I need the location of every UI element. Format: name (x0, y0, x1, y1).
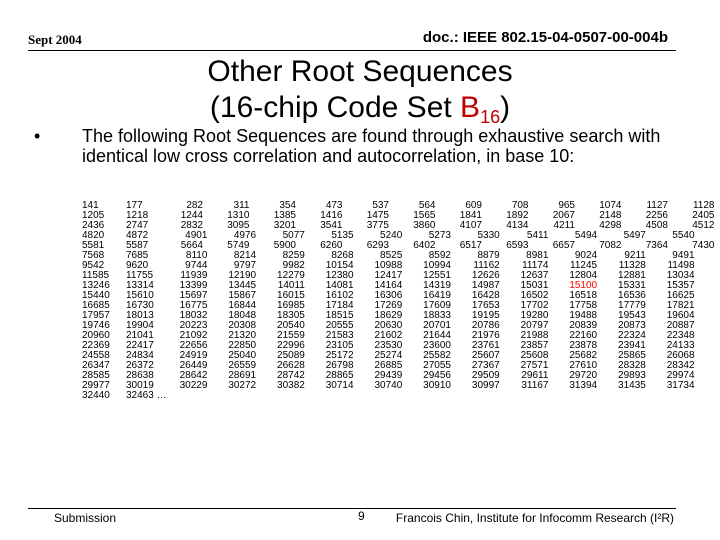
sequence-value: 1475 (366, 210, 389, 221)
sequence-value: 18048 (228, 310, 257, 321)
sequence-value: 23530 (374, 340, 403, 351)
sequence-value: 10988 (374, 260, 403, 271)
sequence-value: 24834 (126, 350, 154, 361)
sequence-value: 21602 (374, 330, 403, 341)
sequence-value: 16102 (325, 290, 354, 301)
sequence-value: 8214 (233, 250, 257, 261)
sequence-value: 609 (465, 200, 482, 211)
sequence-value: 28328 (618, 360, 646, 371)
sequence-value: 1127 (646, 200, 668, 211)
sequence-value: 22996 (277, 340, 305, 351)
sequence-value: 5581 (82, 240, 105, 251)
sequence-value: 1128 (692, 200, 715, 211)
sequence-value: 13399 (179, 280, 208, 291)
sequence-value: 7568 (82, 250, 105, 261)
sequence-value: 30714 (325, 380, 354, 391)
sequence-value: 354 (279, 200, 296, 211)
sequence-value: 2747 (126, 220, 149, 231)
sequence-value: 15697 (179, 290, 208, 301)
sequence-value: 25089 (277, 350, 305, 361)
sequence-value: 18629 (374, 310, 403, 321)
sequence-value: 8879 (477, 250, 500, 261)
sequence-value: 22324 (618, 330, 646, 341)
sequence-value: 15867 (228, 290, 257, 301)
sequence-value: 3860 (413, 220, 436, 231)
sequence-value: 6260 (320, 240, 343, 251)
sequence-value: 31394 (569, 380, 598, 391)
sequence-value: 7685 (126, 250, 149, 261)
sequence-value: 22369 (82, 340, 110, 351)
sequence-value: 7082 (599, 240, 622, 251)
sequence-value: 27055 (423, 360, 451, 371)
sequence-value: 26628 (277, 360, 305, 371)
sequence-value: 17184 (325, 300, 354, 311)
sequence-value: 20630 (374, 320, 403, 331)
sequence-value: 28642 (179, 370, 208, 381)
sequence-value: 282 (186, 200, 203, 211)
sequence-value: 17702 (520, 300, 549, 311)
sequence-value: 26372 (126, 360, 154, 371)
sequence-value: 5664 (180, 240, 203, 251)
sequence-value: 21988 (520, 330, 549, 341)
sequence-value: 11174 (522, 260, 549, 271)
table-row (80, 391, 690, 401)
sequence-value: 1841 (459, 210, 482, 221)
sequence-value: 10154 (325, 260, 354, 271)
sequence-value: 17758 (569, 300, 598, 311)
sequence-value: 311 (233, 200, 250, 211)
sequence-value: 14319 (423, 280, 451, 291)
sequence-value: 12626 (471, 270, 500, 281)
sequence-value: 19195 (471, 310, 500, 321)
bullet-marker: • (34, 126, 41, 146)
sequence-value: 4512 (692, 220, 715, 231)
sequence-value: 16502 (520, 290, 549, 301)
sequence-value: 2832 (180, 220, 203, 231)
sequence-value: 20887 (666, 320, 695, 331)
sequence-value: 28865 (325, 370, 354, 381)
sequence-value: 16536 (618, 290, 646, 301)
sequence-value: 17269 (374, 300, 403, 311)
sequence-value: 31734 (666, 380, 695, 391)
sequence-value: 18833 (423, 310, 451, 321)
sequence-value: 29720 (569, 370, 598, 381)
sequence-value: 9211 (624, 250, 646, 261)
sequence-value: 6517 (459, 240, 482, 251)
title-prefix: (16-chip Code Set (209, 91, 461, 124)
sequence-value: 15331 (618, 280, 646, 291)
sequence-value: 22656 (179, 340, 208, 351)
sequence-value: 32463 … (126, 390, 167, 401)
table-row (80, 380, 695, 391)
sequence-value: 4820 (82, 230, 105, 241)
sequence-value: 14987 (471, 280, 500, 291)
sequence-value: 29977 (82, 380, 110, 391)
sequence-value: 26347 (82, 360, 110, 371)
title-code-set (460, 91, 501, 127)
sequence-value: 2405 (692, 210, 715, 221)
footer-author: Francois Chin, Institute for Infocomm Research (I²R) (395, 511, 674, 525)
sequence-value: 15357 (666, 280, 695, 291)
sequence-value: 6402 (413, 240, 436, 251)
sequence-value: 25040 (228, 350, 257, 361)
sequence-value: 4107 (459, 220, 482, 231)
sequence-value: 26449 (179, 360, 208, 371)
sequence-value: 19488 (569, 310, 598, 321)
sequence-value: 7430 (692, 240, 715, 251)
sequence-value: 28691 (228, 370, 257, 381)
sequence-value: 5900 (273, 240, 296, 251)
sequence-value: 1244 (180, 210, 203, 221)
sequence-value: 12190 (228, 270, 257, 281)
sequence-value: 30740 (374, 380, 403, 391)
sequence-value: 17653 (471, 300, 500, 311)
sequence-value: 28342 (666, 360, 695, 371)
sequence-value: 24133 (666, 340, 695, 351)
sequence-value: 19543 (618, 310, 646, 321)
sequence-value: 18013 (126, 310, 154, 321)
sequence-value: 22348 (666, 330, 695, 341)
sequence-value: 20701 (423, 320, 451, 331)
sequence-value: 30910 (423, 380, 451, 391)
sequence-value: 23941 (618, 340, 646, 351)
sequence-value: 5273 (428, 230, 451, 241)
sequence-value: 9620 (126, 260, 149, 271)
sequence-value: 4872 (126, 230, 149, 241)
title-code-set-letter: B (460, 91, 481, 124)
sequence-value: 19904 (126, 320, 154, 331)
sequence-value: 1892 (506, 210, 529, 221)
sequence-value: 31435 (618, 380, 646, 391)
sequence-value: 25274 (374, 350, 403, 361)
sequence-value: 11245 (570, 260, 598, 271)
slide-title (0, 54, 720, 135)
sequence-value: 12804 (569, 270, 598, 281)
sequence-value: 14011 (277, 280, 305, 291)
sequence-value: 9542 (82, 260, 105, 271)
sequence-value: 12417 (374, 270, 403, 281)
sequence-value: 29893 (618, 370, 646, 381)
sequence-value: 8592 (428, 250, 451, 261)
sequence-value: 20960 (82, 330, 110, 341)
sequence-value: 4298 (599, 220, 622, 231)
sequence-value: 5411 (526, 230, 549, 241)
sequence-value: 18032 (179, 310, 208, 321)
sequence-value: 19280 (520, 310, 549, 321)
sequence-value: 19746 (82, 320, 110, 331)
sequence-value: 14081 (325, 280, 354, 291)
sequence-value: 23600 (423, 340, 451, 351)
sequence-value: 20873 (618, 320, 646, 331)
sequence-value: 21092 (179, 330, 208, 341)
sequence-value: 29611 (521, 370, 549, 381)
sequence-value: 9982 (282, 260, 305, 271)
sequence-value: 25582 (423, 350, 451, 361)
sequence-value: 25608 (520, 350, 549, 361)
sequence-value: 28585 (82, 370, 110, 381)
sequence-value: 4976 (233, 230, 257, 241)
sequence-value: 5135 (331, 230, 354, 241)
sequence-value: 17779 (618, 300, 646, 311)
sequence-value: 16844 (228, 300, 257, 311)
sequence-value: 25607 (471, 350, 500, 361)
title-code-set-subscript: 16 (480, 107, 501, 127)
sequence-value: 1416 (320, 210, 343, 221)
sequence-value: 2148 (599, 210, 622, 221)
sequence-value: 25682 (569, 350, 598, 361)
sequence-value: 15610 (126, 290, 154, 301)
sequence-value: 16306 (374, 290, 403, 301)
bullet-text: The following Root Sequences are found through exhaustive search with identical low cross correlation and autocorrelation, in base 10: (82, 126, 661, 166)
sequence-value: 12637 (520, 270, 549, 281)
sequence-value: 21644 (423, 330, 451, 341)
sequence-value: 30229 (179, 380, 208, 391)
sequence-value: 30019 (126, 380, 154, 391)
sequence-value: 16985 (277, 300, 305, 311)
sequence-value: 4508 (645, 220, 668, 231)
sequence-value: 9491 (672, 250, 695, 261)
header-divider (28, 50, 676, 51)
sequence-value: 18305 (277, 310, 305, 321)
sequence-value: 23878 (569, 340, 598, 351)
footer-divider (28, 508, 676, 509)
sequence-value: 3541 (320, 220, 343, 231)
sequence-value: 26798 (325, 360, 354, 371)
sequence-value: 8268 (331, 250, 354, 261)
sequence-value: 30997 (471, 380, 500, 391)
sequence-value: 15031 (520, 280, 549, 291)
sequence-value: 13445 (228, 280, 257, 291)
sequence-value: 29509 (471, 370, 500, 381)
sequence-value: 13314 (126, 280, 154, 291)
sequence-value: 32440 (82, 390, 110, 401)
sequence-value: 2256 (645, 210, 668, 221)
sequence-value: 15100 (569, 280, 598, 291)
sequence-value: 1385 (273, 210, 296, 221)
sequence-value: 27571 (520, 360, 549, 371)
sequence-value: 20786 (471, 320, 500, 331)
sequence-value: 23105 (325, 340, 354, 351)
sequence-value: 21559 (277, 330, 305, 341)
sequence-value: 177 (126, 200, 143, 211)
sequence-value: 6293 (366, 240, 389, 251)
sequence-value: 13246 (82, 280, 110, 291)
sequence-value: 12279 (277, 270, 305, 281)
sequence-value: 7364 (645, 240, 668, 251)
sequence-value: 5540 (672, 230, 695, 241)
sequence-value: 27367 (471, 360, 500, 371)
sequence-value: 29974 (666, 370, 695, 381)
sequence-value: 5749 (227, 240, 250, 251)
sequence-value: 30272 (228, 380, 257, 391)
sequence-value: 25172 (325, 350, 354, 361)
header-date: Sept 2004 (28, 32, 82, 47)
sequence-value: 16419 (423, 290, 451, 301)
sequence-value: 20540 (277, 320, 305, 331)
sequence-value: 3201 (273, 220, 296, 231)
footer-page-number: 9 (358, 509, 365, 523)
title-line-1: Other Root Sequences (207, 55, 513, 88)
sequence-value: 30382 (277, 380, 305, 391)
bullet-paragraph (34, 126, 674, 166)
sequence-value: 20308 (228, 320, 257, 331)
sequence-value: 141 (82, 200, 99, 211)
sequence-value: 16518 (569, 290, 598, 301)
sequence-value: 9744 (185, 260, 208, 271)
sequence-value: 29456 (423, 370, 451, 381)
sequence-value: 8525 (380, 250, 403, 261)
sequence-value: 29439 (374, 370, 403, 381)
sequence-value: 23857 (520, 340, 549, 351)
footer-submission: Submission (54, 511, 117, 525)
sequence-value: 5240 (380, 230, 403, 241)
sequence-value: 26068 (666, 350, 695, 361)
sequence-value: 473 (325, 200, 343, 211)
sequence-value: 19604 (666, 310, 695, 321)
sequence-value: 1218 (126, 210, 149, 221)
root-sequence-table (80, 200, 715, 401)
sequence-value: 10994 (423, 260, 451, 271)
sequence-value: 20223 (179, 320, 208, 331)
sequence-value: 16428 (471, 290, 500, 301)
sequence-value: 22417 (126, 340, 154, 351)
sequence-value: 20555 (325, 320, 354, 331)
sequence-value: 11939 (180, 270, 208, 281)
sequence-value: 25865 (618, 350, 646, 361)
sequence-value: 4901 (185, 230, 208, 241)
sequence-value: 17957 (82, 310, 110, 321)
sequence-value: 11498 (667, 260, 695, 271)
sequence-value: 1074 (599, 200, 622, 211)
sequence-value: 537 (372, 200, 389, 211)
sequence-value: 16015 (277, 290, 305, 301)
sequence-value: 8259 (282, 250, 305, 261)
sequence-value: 12881 (618, 270, 646, 281)
sequence-value: 14164 (374, 280, 403, 291)
sequence-value: 2067 (552, 210, 575, 221)
sequence-value: 5587 (126, 240, 149, 251)
sequence-value: 11585 (82, 270, 110, 281)
sequence-value: 1565 (413, 210, 436, 221)
sequence-value: 13034 (666, 270, 695, 281)
sequence-value: 24919 (179, 350, 208, 361)
sequence-value: 20797 (520, 320, 549, 331)
sequence-value: 26559 (228, 360, 257, 371)
sequence-value: 8981 (526, 250, 549, 261)
sequence-value: 708 (511, 200, 529, 211)
sequence-value: 16775 (179, 300, 208, 311)
sequence-value: 16730 (126, 300, 154, 311)
sequence-value: 11328 (618, 260, 646, 271)
sequence-value: 12380 (325, 270, 354, 281)
sequence-value: 17609 (423, 300, 451, 311)
sequence-value: 965 (558, 200, 575, 211)
sequence-value: 18515 (325, 310, 354, 321)
sequence-value: 9797 (233, 260, 257, 271)
sequence-value: 9024 (574, 250, 598, 261)
sequence-value: 15440 (82, 290, 110, 301)
sequence-value: 11162 (473, 260, 500, 271)
sequence-value: 12551 (423, 270, 451, 281)
sequence-value: 24558 (82, 350, 110, 361)
sequence-value: 5330 (477, 230, 500, 241)
sequence-value: 564 (418, 200, 436, 211)
sequence-value: 28742 (277, 370, 305, 381)
sequence-value: 4134 (506, 220, 529, 231)
sequence-value: 21583 (325, 330, 354, 341)
sequence-value: 5494 (574, 230, 598, 241)
sequence-value: 17821 (666, 300, 695, 311)
sequence-value: 21041 (126, 330, 154, 341)
sequence-value: 8110 (185, 250, 208, 261)
sequence-value: 4211 (553, 220, 575, 231)
sequence-value: 2436 (82, 220, 105, 231)
sequence-value: 26885 (374, 360, 403, 371)
sequence-value: 22160 (569, 330, 598, 341)
sequence-value: 5077 (282, 230, 305, 241)
sequence-value: 31167 (521, 380, 549, 391)
sequence-value: 5497 (623, 230, 646, 241)
sequence-value: 16685 (82, 300, 110, 311)
sequence-value: 28638 (126, 370, 154, 381)
sequence-value: 11755 (126, 270, 154, 281)
sequence-value: 20839 (569, 320, 598, 331)
sequence-value: 23761 (471, 340, 500, 351)
sequence-value: 3775 (366, 220, 389, 231)
sequence-value: 3095 (227, 220, 250, 231)
sequence-value: 27610 (569, 360, 598, 371)
sequence-value: 6657 (552, 240, 575, 251)
sequence-value: 6593 (506, 240, 529, 251)
sequence-value: 1310 (227, 210, 250, 221)
title-suffix: ) (500, 91, 511, 124)
document-id: doc.: IEEE 802.15-04-0507-00-004b (422, 29, 668, 46)
sequence-value: 22850 (228, 340, 257, 351)
sequence-value: 21320 (228, 330, 257, 341)
sequence-value: 1205 (82, 210, 105, 221)
sequence-value: 21976 (471, 330, 500, 341)
sequence-value: 16625 (666, 290, 695, 301)
